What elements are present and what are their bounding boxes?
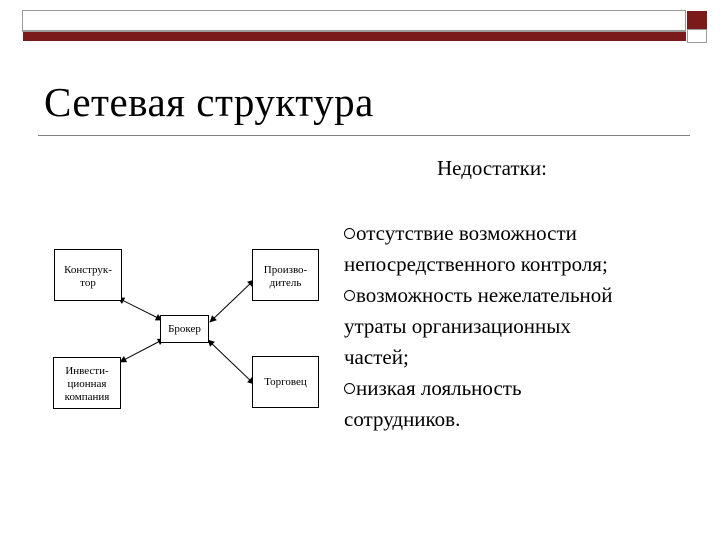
node-investment-line-1: Инвести- (65, 365, 109, 377)
node-designer-line-1: Конструк- (64, 264, 112, 276)
page-title: Сетевая структура (44, 79, 374, 125)
bullet-circle-icon (344, 383, 355, 394)
subtitle: Недостатки: (437, 156, 547, 180)
connector-broker-producer (210, 280, 254, 322)
list-item-line: сотрудников. (344, 407, 461, 431)
bullet-circle-icon (344, 290, 355, 301)
connector-broker-investment (120, 339, 164, 362)
node-investment-company (53, 357, 121, 409)
list-item-line: возможность нежелательной (356, 283, 613, 307)
node-producer-line-1: Произво- (263, 264, 308, 276)
node-investment-line-2: ционная (67, 378, 107, 390)
node-trader (252, 356, 319, 408)
node-designer (54, 249, 122, 301)
node-investment-line-3: компания (64, 391, 110, 403)
list-item-line: отсутствие возможности (356, 221, 577, 245)
node-designer-line-2: тор (80, 277, 96, 289)
bullet-circle-icon (344, 228, 355, 239)
list-item-line: утраты организационных (344, 314, 571, 338)
disadvantages-list (344, 218, 714, 435)
list-item-line: непосредственного контроля; (344, 252, 608, 276)
node-producer-line-2: дитель (269, 277, 302, 289)
list-item-line: низкая лояльность (356, 376, 522, 400)
connector-broker-trader (208, 340, 254, 384)
list-item (344, 373, 714, 435)
node-broker (160, 315, 209, 343)
node-producer (252, 249, 319, 301)
list-item (344, 280, 714, 373)
list-item-line: частей; (344, 345, 409, 369)
connector-broker-designer (118, 298, 162, 320)
node-broker-label: Брокер (168, 323, 201, 335)
list-item (344, 218, 714, 280)
node-trader-label: Торговец (264, 376, 307, 388)
